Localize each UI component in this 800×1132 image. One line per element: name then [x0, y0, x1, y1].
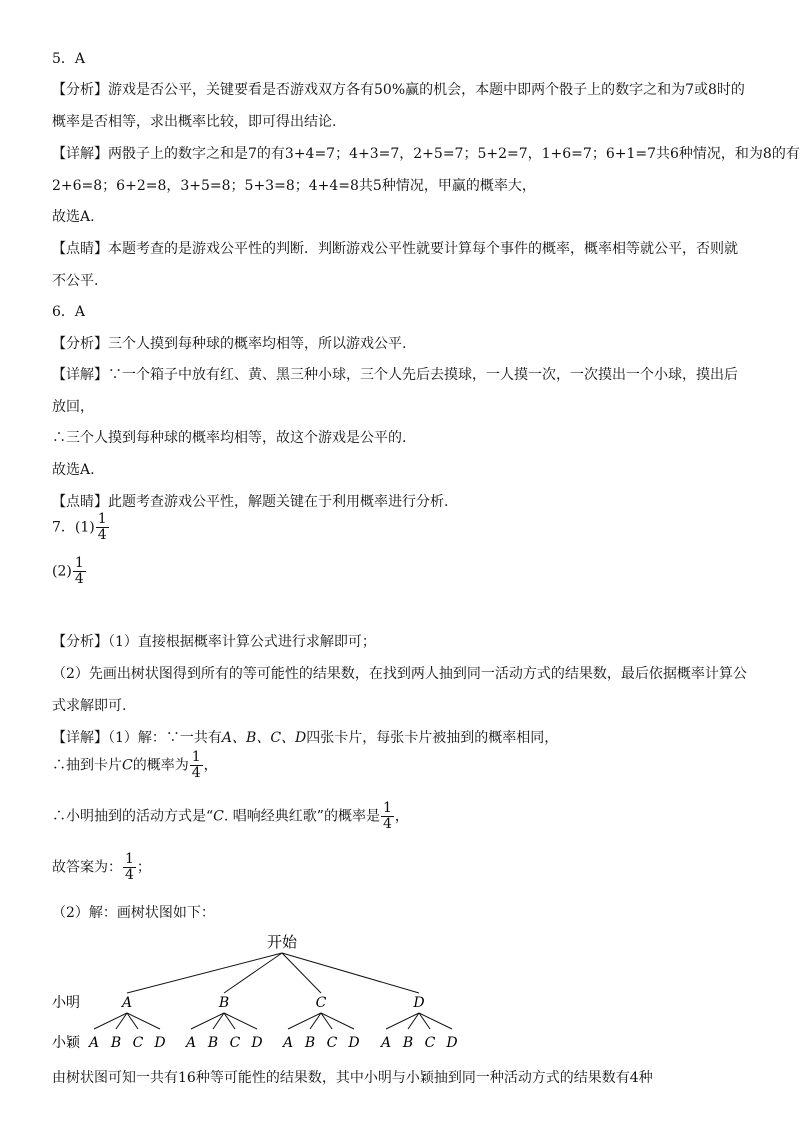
q7-analysis-2-cont: 式求解即可.	[52, 698, 127, 714]
tree-node-xiaoming-C: C	[315, 995, 327, 1011]
fraction-denominator: 4	[97, 527, 107, 543]
q7-answer1-fraction	[96, 512, 109, 543]
q5-comment: 【点睛】本题考查的是游戏公平性的判断．判断游戏公平性就要计算每个事件的概率，概率相等就公平，否则就	[52, 241, 738, 257]
tree-node-xiaoying-AA: A	[88, 1035, 100, 1051]
tree-node-xiaoying-AB: B	[110, 1035, 122, 1051]
fraction-numerator: 1	[74, 555, 84, 571]
tree-node-xiaoying-BC: C	[229, 1035, 241, 1051]
q7-analysis-2: （2）先画出树状图得到所有的等可能性的结果数，在找到两人抽到同一活动方式的结果数，最后依据概率计算公	[52, 666, 747, 682]
q6-detail: 【详解】∵一个箱子中放有红、黄、黑三种小球，三个人先后去摸球，一人摸一次，一次摸出一个小球，摸出后	[52, 367, 738, 383]
q5-analysis-cont: 概率是否相等，求出概率比较，即可得出结论.	[52, 114, 337, 130]
q7-answer-2	[52, 556, 87, 587]
fraction-numerator: 1	[125, 851, 134, 867]
tree-branch-root-B	[224, 953, 282, 993]
q7-part2-label: (2)	[52, 563, 72, 580]
q7-detail-1	[52, 728, 558, 748]
tree-node-xiaoying-AC: C	[132, 1035, 144, 1051]
answer-fraction	[123, 852, 136, 883]
prob-text-cont: . 唱响经典红歌”的概率是	[223, 808, 380, 825]
q6-comment: 【点睛】此题考查游戏公平性，解题关键在于利用概率进行分析.	[52, 494, 449, 510]
answer-text: 故答案为：	[52, 859, 122, 876]
tree-node-xiaoming-A: A	[121, 995, 133, 1011]
tree-node-xiaoying-DC: C	[424, 1035, 436, 1051]
punctuation: ，	[203, 757, 218, 774]
q6-detail-cont: 放回，	[52, 399, 94, 415]
tree-root: 开始	[266, 933, 298, 951]
card-letter: C	[213, 808, 224, 825]
card-letter: C	[122, 757, 133, 774]
q7-answer2-fraction	[73, 556, 86, 587]
q5-analysis: 【分析】游戏是否公平，关键要看是否游戏双方各有50%赢的机会，本题中即两个骰子上的数字之和为7或8时的	[52, 82, 745, 98]
q7-answer-line	[52, 852, 151, 883]
tree-node-xiaoying-CB: B	[304, 1035, 316, 1051]
tree-node-xiaoying-BB: B	[207, 1035, 219, 1051]
tree-node-xiaoying-DD: D	[446, 1035, 458, 1051]
tree-nodes	[87, 995, 458, 1051]
q7-part2-intro: （2）解：画树状图如下：	[52, 905, 215, 921]
fraction-denominator: 4	[125, 867, 134, 883]
q6-number: 6．A	[52, 304, 86, 320]
q5-detail: 【详解】两骰子上的数字之和是7的有3+4=7；4+3=7，2+5=7；5+2=7，1+6=7；6+1=7共6种情况，和为8的有	[52, 146, 800, 162]
q5-detail-cont: 2+6=8；6+2=8，3+5=8；5+3=8；4+4=8共5种情况，甲赢的概率大，	[52, 178, 536, 194]
tree-branch-root-A	[127, 953, 282, 993]
tree-node-xiaoying-DA: A	[380, 1035, 392, 1051]
tree-node-xiaoying-AD: D	[154, 1035, 166, 1051]
tree-branches	[94, 953, 452, 1029]
tree-level1-label: 小明	[52, 995, 80, 1011]
q6-choose: 故选A.	[52, 462, 95, 478]
tree-level2-label: 小颖	[52, 1035, 80, 1051]
tree-node-xiaoming-B: B	[218, 995, 230, 1011]
card-letters: A、B、C、D	[221, 730, 307, 746]
q7-xiaoming-prob	[52, 801, 409, 832]
punctuation: ，	[394, 808, 409, 825]
prob-text: ∴小明抽到的活动方式是“	[52, 808, 214, 825]
q5-choose: 故选A.	[52, 209, 95, 225]
tree-node-xiaoying-BA: A	[185, 1035, 197, 1051]
tree-node-xiaoying-CD: D	[348, 1035, 360, 1051]
q5-number: 5．A	[52, 51, 86, 67]
q7-number: 7．(1)	[52, 519, 95, 536]
tree-diagram	[0, 925, 800, 1060]
fraction-numerator: 1	[191, 749, 201, 765]
fraction-numerator: 1	[97, 511, 107, 527]
q6-conclusion: ∴三个人摸到每种球的概率均相等，故这个游戏是公平的.	[52, 430, 407, 446]
fraction-denominator: 4	[382, 816, 392, 832]
tree-node-xiaoying-DB: B	[402, 1035, 414, 1051]
tree-node-xiaoming-D: D	[413, 995, 425, 1011]
fraction-numerator: 1	[382, 800, 392, 816]
q7-prob-card-c	[52, 750, 218, 781]
prob-text: ∴抽到卡片	[52, 757, 122, 774]
tree-branch-root-D	[282, 953, 419, 993]
q7-analysis-1: 【分析】（1）直接根据概率计算公式进行求解即可；	[52, 634, 376, 650]
prob-fraction	[190, 750, 203, 781]
detail-text: 【详解】（1）解：∵一共有	[52, 730, 222, 746]
tree-node-xiaoying-CA: A	[282, 1035, 294, 1051]
tree-node-xiaoying-CC: C	[326, 1035, 338, 1051]
prob-text-cont: 的概率为	[132, 757, 189, 774]
q5-comment-cont: 不公平.	[52, 273, 99, 289]
punctuation: ；	[136, 859, 151, 876]
prob-fraction	[381, 801, 394, 832]
fraction-denominator: 4	[191, 765, 201, 781]
detail-text-cont: 四张卡片，每张卡片被抽到的概率相同，	[306, 730, 559, 746]
q7-answer-1	[52, 512, 110, 543]
tree-node-xiaoying-BD: D	[251, 1035, 263, 1051]
fraction-denominator: 4	[74, 571, 84, 587]
q6-analysis: 【分析】三个人摸到每种球的概率均相等，所以游戏公平.	[52, 336, 407, 352]
q7-final-statement: 由树状图可知一共有16种等可能性的结果数，其中小明与小颖抽到同一种活动方式的结果数有4种	[52, 1070, 653, 1086]
